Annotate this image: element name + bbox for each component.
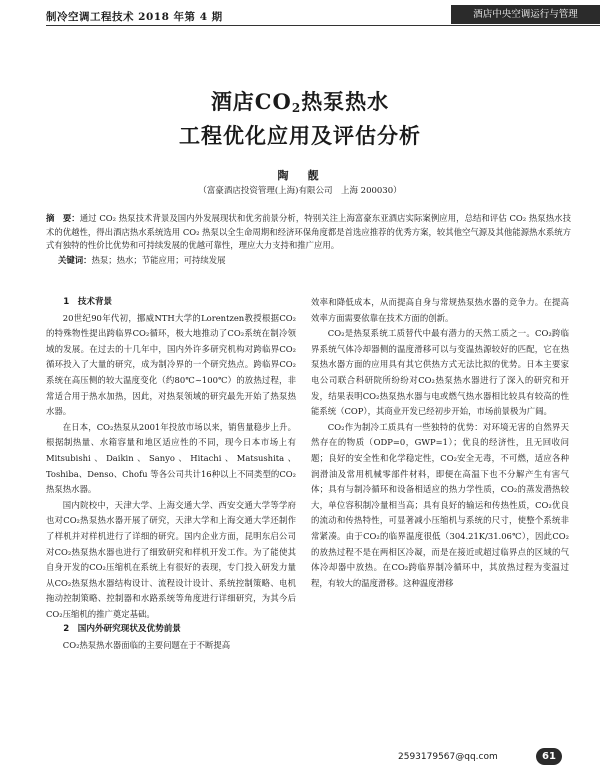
- title-part: 酒店CO: [210, 89, 292, 114]
- body-column-left: [46, 295, 296, 654]
- body-paragraph: CO₂作为制冷工质具有一些独特的优势：对环境无害的自然界天然存在的物质（ODP=0，GWP=1）；优良的经济性，且无回收问题；良好的安全性和化学稳定性，CO₂安全无毒，不可燃，适应各种润滑油及常用机械零部件材料，即便在高温下也不分解产生有害气体；具有与制冷循环和设备相适应的热力学性质，CO₂的蒸发潜热较大，单位容积制冷量相当高；具有良好的输运和传热性质，CO₂优良的流动和传热特性，可显著减小压缩机与系统的尺寸，使整个系统非常紧凑。由于CO₂的临界温度很低（304.21K/31.06℃），因此CO₂的放热过程不是在两相区冷凝，而是在接近或超过临界点的区域的气体冷却器中放热。在CO₂跨临界制冷循环中，其放热过程为变温过程，有较大的温度滑移。这种温度滑移: [311, 421, 569, 588]
- column-label: 酒店中央空调运行与管理: [451, 5, 600, 24]
- abstract-label: 摘 要：: [46, 213, 80, 223]
- author-affiliation: （富豪酒店投资管理(上海)有限公司 上海 200030）: [198, 186, 402, 196]
- header-rule: [46, 25, 600, 26]
- body-paragraph: CO₂是热泵系统工质替代中最有潜力的天然工质之一。CO₂跨临界系统气体冷却器侧的温度滑移可以与变温热源较好的匹配，它在热泵热水器方面的应用具有其它供热方式无法比拟的优势。日本主要家电公司联合科研院所纷纷对CO₂热泵热水器进行了深入的研究和开发，结果表明CO₂热泵热水器与电或燃气热水器相比较具有较高的性能系统（COP），其商业开发已经初步开始，市场前景极为广阔。: [311, 328, 569, 417]
- body-paragraph: 国内院校中，天津大学、上海交通大学、西安交通大学等学府也对CO₂热泵热水器开展了研究，天津大学和上海交通大学还制作了样机并对样机进行了详细的研究。国内企业方面，昆明东启公司对CO₂热泵热水器也进行了细致研究和样机开发工作。为了能使其自身开发的CO₂压缩机在系统上有很好的表现，专门投入研发力量从CO₂热泵热水器结构设计、流程设计设计、系统控制策略、电机拖动控制策略、控制器和水路系统等角度进行详细研究，为其今后CO₂压缩机的推广奠定基础。: [46, 499, 296, 619]
- keywords-text: 热泵；热水；节能应用；可持续发展: [91, 255, 226, 265]
- paper-title-line1: [0, 86, 600, 116]
- abstract-text: 通过 CO₂ 热泵技术背景及国内外发展现状和优劣前景分析，特别关注上海富豪东亚酒店实际案例应用，总结和评估 CO₂ 热泵热水技术的优越性，得出酒店热水系统选用 CO₂ 热泵以全生命周期和经济环保角度都是首选应推荐的优秀方案，较其他空气源及其他能源热水系统方式有独特的性价比优势和可持续发展的优越可靠性，理应大力支持和推广应用。: [46, 213, 571, 251]
- title-subscript: 2: [291, 101, 302, 115]
- page-number: 61: [536, 748, 562, 765]
- body-paragraph: CO₂热泵热水器面临的主要问题在于不断提高: [62, 640, 231, 651]
- title-part: 热泵热水: [301, 89, 390, 114]
- section-heading: 2 国内外研究现状及优势前景: [63, 624, 181, 635]
- body-paragraph: 20世纪90年代初，挪威NTH大学的Lorentzen教授根据CO₂的特殊物性提出跨临界CO₂循环，极大地推动了CO₂系统在制冷领域的发展。在过去的十几年中，国内外许多研究机构对跨临界CO₂循环投入了大量的研究，成为制冷界的一个研究热点。跨临界CO₂系统在高压侧的较大温度变化（约80℃~100℃）的放热过程，非常适合用于热水加热，因此，对热泵领域的研究最先开始了热泵热水器。: [46, 312, 296, 417]
- section-heading: 1 技术背景: [63, 297, 113, 307]
- body-paragraph: 在日本，CO₂热泵从2001年投放市场以来，销售量稳步上升。根据制热量、水箱容量和地区适应性的不同，现今日本市场上有Mitsubishi、Daikin、Sanyo、Hitachi、Matsushita、Toshiba、Denso、Chofu 等各公司共计16种以上不同类型的CO₂热泵热水器。: [46, 421, 296, 495]
- paper-title-line2: 工程优化应用及评估分析: [179, 123, 421, 148]
- author-email: 2593179567@qq.com: [398, 752, 498, 762]
- body-paragraph: 效率和降低成本，从而提高自身与常规热泵热水器的竞争力。在提高效率方面需要依靠在技术方面的创新。: [311, 297, 569, 323]
- abstract: [46, 212, 571, 253]
- body-column-right: [311, 295, 569, 591]
- journal-header: 制冷空调工程技术 2018 年第 4 期: [46, 11, 223, 23]
- author-name: 陶 靓: [277, 169, 323, 182]
- keywords: [58, 254, 573, 267]
- keywords-label: 关键词：: [58, 255, 92, 265]
